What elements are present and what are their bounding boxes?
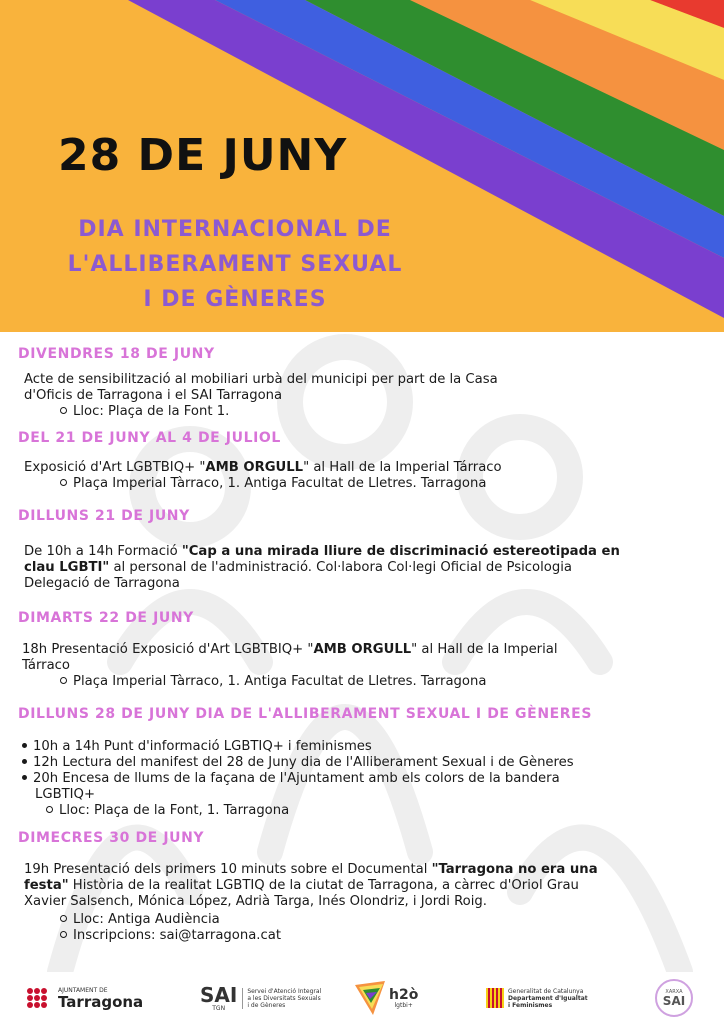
circle-bullet-icon: [60, 677, 67, 684]
event-description: Exposició d'Art LGBTBIQ+ "AMB ORGULL" al Hall de la Imperial Tárraco: [24, 460, 502, 475]
event-location: Plaça Imperial Tàrraco, 1. Antiga Facultat de Lletres. Tarragona: [60, 476, 486, 492]
event-location: Lloc: Antiga Audiència: [60, 912, 220, 928]
bullet-icon: [22, 743, 27, 748]
section-heading: DIMECRES 30 DE JUNY: [18, 830, 205, 846]
section-heading: DIMARTS 22 DE JUNY: [18, 610, 194, 626]
event-description: clau LGBTI" al personal de l'administració. Col·labora Col·legi Oficial de Psicologia: [24, 560, 572, 575]
h2o-lgtbi-logo: h2ò lgtbi+: [355, 978, 425, 1018]
circle-bullet-icon: [60, 915, 67, 922]
tarragona-emblem-icon: [22, 983, 52, 1013]
section-heading: DIVENDRES 18 DE JUNY: [18, 346, 215, 362]
section-heading: DEL 21 DE JUNY AL 4 DE JULIOL: [18, 430, 281, 446]
senyera-icon: [486, 988, 504, 1008]
bullet-icon: [22, 775, 27, 780]
section-heading: DILLUNS 21 DE JUNY: [18, 508, 190, 524]
event-description: Acte de sensibilització al mobiliari urbà del municipi per part de la Casa: [24, 372, 498, 387]
sponsor-logos: [0, 972, 724, 1024]
poster-header: [0, 0, 724, 332]
xarxa-sai-logo: XARXA SAI: [652, 978, 696, 1018]
list-item-continuation: LGBTIQ+: [35, 787, 95, 802]
event-description: Tárraco: [22, 658, 70, 673]
list-item: 20h Encesa de llums de la façana de l'Ajuntament amb els colors de la bandera: [22, 771, 560, 787]
list-item: 12h Lectura del manifest del 28 de Juny dia de l'Alliberament Sexual i de Gèneres: [22, 755, 574, 771]
list-item: 10h a 14h Punt d'informació LGBTIQ+ i feminismes: [22, 739, 372, 755]
event-description: Delegació de Tarragona: [24, 576, 180, 591]
page-title: 28 DE JUNY: [58, 130, 348, 181]
event-description: Xavier Salsench, Mónica López, Adrià Targa, Inés Olondriz, i Jordi Roig.: [24, 894, 487, 909]
event-location: Lloc: Plaça de la Font, 1. Tarragona: [46, 803, 289, 819]
event-registration: Inscripcions: sai@tarragona.cat: [60, 928, 281, 944]
event-description: festa" Història de la realitat LGBTIQ de la ciutat de Tarragona, a càrrec d'Oriol Grau: [24, 878, 579, 893]
circle-bullet-icon: [60, 407, 67, 414]
event-description: 19h Presentació dels primers 10 minuts sobre el Documental "Tarragona no era una: [24, 862, 598, 877]
circle-bullet-icon: [60, 931, 67, 938]
generalitat-logo: Generalitat de Catalunya Departament d'Igualtat i Feminismes: [486, 978, 616, 1018]
page-subtitle: [30, 212, 440, 317]
ajuntament-tarragona-logo: AJUNTAMENT DE Tarragona: [22, 978, 162, 1018]
section-heading: DILLUNS 28 DE JUNY DIA DE L'ALLIBERAMENT SEXUAL I DE GÈNERES: [18, 706, 593, 722]
sai-tgn-logo: SAI TGN Servei d'Atenció Integral a les Diversitats Sexuals i de Gèneres: [200, 982, 322, 1012]
bullet-icon: [22, 759, 27, 764]
event-location: Lloc: Plaça de la Font 1.: [60, 404, 229, 420]
rainbow-shield-icon: [355, 981, 385, 1015]
event-description: 18h Presentació Exposició d'Art LGBTBIQ+ "AMB ORGULL" al Hall de la Imperial: [22, 642, 558, 657]
circle-bullet-icon: [60, 479, 67, 486]
event-location: Plaça Imperial Tàrraco, 1. Antiga Facultat de Lletres. Tarragona: [60, 674, 486, 690]
circle-bullet-icon: [46, 806, 53, 813]
subtitle-line: DIA INTERNACIONAL DE: [78, 217, 392, 242]
event-description: d'Oficis de Tarragona i el SAI Tarragona: [24, 388, 283, 403]
event-description: De 10h a 14h Formació "Cap a una mirada lliure de discriminació estereotipada en: [24, 544, 620, 559]
subtitle-line: L'ALLIBERAMENT SEXUAL: [67, 252, 403, 277]
subtitle-line: I DE GÈNERES: [143, 287, 327, 312]
